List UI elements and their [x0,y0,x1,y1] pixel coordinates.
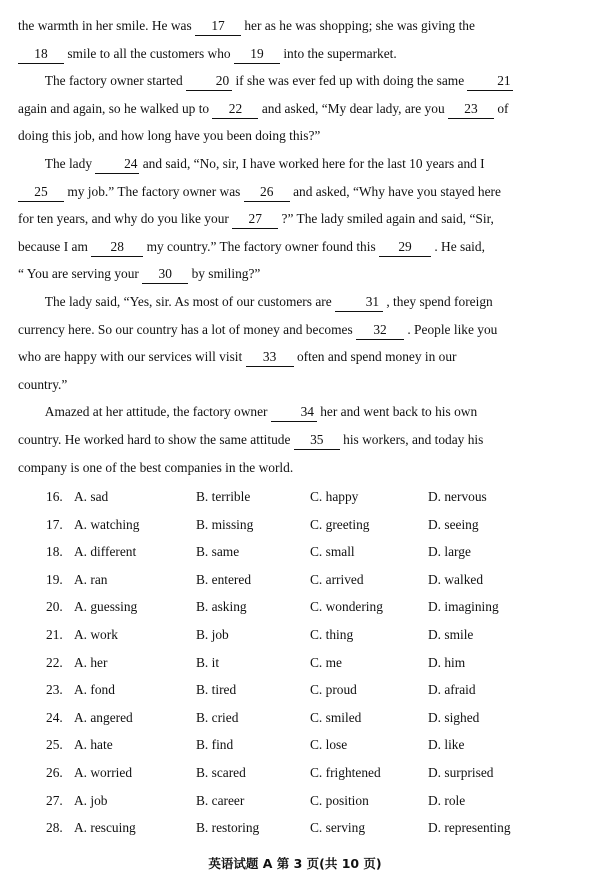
blank-34: 34 [271,403,317,422]
question-number: 22. [46,654,63,670]
question-number: 26. [46,765,63,781]
passage-text: The lady [44,155,96,171]
option-a: A. work [74,627,118,643]
option-a: A. fond [74,682,115,698]
passage-text: my job.” The factory owner was [64,183,244,199]
passage-line [18,288,572,316]
option-a: A. rescuing [74,820,136,836]
passage-text: for ten years, and why do you like your [18,211,233,227]
blank-21: 21 [467,72,513,91]
question-number: 23. [46,682,63,698]
passage-line [18,233,572,261]
passage-text: The lady said, “Yes, sir. As most of our customers are [44,293,336,309]
passage-line [18,178,572,206]
passage-text: , they spend foreign [383,293,493,309]
option-c: C. happy [310,489,359,505]
passage-text: company is one of the best companies in the world. [18,459,294,475]
passage-text: and asked, “Why have you stayed here [289,183,501,199]
passage-line [18,122,572,150]
passage-paragraph-1 [18,12,572,67]
blank-18: 18 [18,45,64,64]
passage-text: currency here. So our country has a lot of money and becomes [18,321,357,337]
option-d: D. smile [428,627,474,643]
option-row-18 [18,538,572,566]
passage-line [18,316,572,344]
passage-text: ?” The lady smiled again and said, “Sir, [278,211,494,227]
blank-20: 20 [186,72,232,91]
option-d: D. sighed [428,709,480,725]
passage-text: . People like you [404,321,498,337]
passage-text: and said, “No, sir, I have worked here for the last 10 years and I [139,155,485,171]
option-d: D. seeing [428,516,479,532]
passage-line [18,67,572,95]
option-a: A. angered [74,709,133,725]
option-row-23 [18,676,572,704]
passage-text: the warmth in her smile. He was [18,18,196,33]
passage-text: smile to all the customers who [64,45,234,61]
blank-28: 28 [91,238,143,257]
option-row-17 [18,511,572,539]
blank-32: 32 [356,321,404,340]
passage-line [18,12,572,40]
question-number: 16. [46,489,63,505]
blank-33: 33 [246,348,294,367]
option-row-28 [18,814,572,842]
option-b: B. it [196,654,220,670]
passage-line [18,454,572,482]
option-d: D. walked [428,571,484,587]
option-a: A. different [74,544,137,560]
passage-line [18,371,572,399]
question-number: 17. [46,516,63,532]
option-d: D. him [428,654,466,670]
option-b: B. career [196,792,245,808]
option-d: D. role [428,792,466,808]
passage-line [18,205,572,233]
option-b: B. restoring [196,820,260,836]
question-number: 20. [46,599,63,615]
option-c: C. position [310,792,369,808]
option-row-26 [18,759,572,787]
question-number: 25. [46,737,63,753]
option-c: C. smiled [310,709,362,725]
passage-text: of [494,100,509,116]
passage-text: her and went back to his own [316,404,478,420]
option-d: D. representing [428,820,511,836]
option-a: A. her [74,654,108,670]
option-d: D. afraid [428,682,476,698]
passage-text: his workers, and today his [339,431,484,447]
passage-line [18,426,572,454]
passage-text: and asked, “My dear lady, are you [258,100,448,116]
blank-25: 25 [18,183,64,202]
option-c: C. thing [310,627,354,643]
option-c: C. serving [310,820,366,836]
blank-29: 29 [379,238,431,257]
option-a: A. guessing [74,599,138,615]
passage-paragraph-2 [18,67,572,150]
passage-text: who are happy with our services will visit [18,349,246,365]
option-c: C. greeting [310,516,370,532]
passage-text: often and spend money in our [293,349,457,365]
passage-text: The factory owner started [44,73,187,89]
passage-text: country.” [18,376,68,392]
passage-text: Amazed at her attitude, the factory owner [44,404,271,420]
option-c: C. small [310,544,355,560]
option-b: B. terrible [196,489,251,505]
passage-line [18,398,572,426]
blank-22: 22 [212,100,258,119]
passage-text: because I am [18,238,92,254]
passage-text: country. He worked hard to show the same attitude [18,431,294,447]
passage-line [18,95,572,123]
option-a: A. ran [74,571,108,587]
passage-line [18,260,572,288]
page-footer: 英语试题 A 第 3 页(共 10 页) [208,856,382,871]
option-row-22 [18,649,572,677]
passage-text: again and again, so he walked up to [18,100,213,116]
blank-17: 17 [195,17,241,36]
option-c: C. proud [310,682,357,698]
option-c: C. wondering [310,599,383,615]
option-row-27 [18,787,572,815]
question-number: 24. [46,709,63,725]
question-number: 21. [46,627,63,643]
option-c: C. arrived [310,571,364,587]
passage-text: my country.” The factory owner found this [143,238,380,254]
passage-paragraph-4 [18,288,572,398]
question-number: 27. [46,792,63,808]
option-b: B. scared [196,765,246,781]
option-row-20 [18,593,572,621]
passage-line [18,40,572,68]
option-b: B. tired [196,682,237,698]
option-row-19 [18,566,572,594]
option-b: B. same [196,544,240,560]
passage-text: . He said, [431,238,485,254]
option-row-25 [18,731,572,759]
question-number: 19. [46,571,63,587]
option-d: D. surprised [428,765,494,781]
option-b: B. entered [196,571,252,587]
passage-text: by smiling?” [188,266,261,282]
passage-text: “ You are serving your [18,266,143,282]
option-row-16 [18,483,572,511]
passage-paragraph-5 [18,398,572,481]
option-b: B. find [196,737,234,753]
blank-30: 30 [142,265,188,284]
option-b: B. missing [196,516,254,532]
option-row-21 [18,621,572,649]
blank-19: 19 [234,45,280,64]
option-b: B. cried [196,709,239,725]
question-number: 18. [46,544,63,560]
question-number: 28. [46,820,63,836]
blank-24: 24 [95,155,139,174]
blank-26: 26 [244,183,290,202]
option-a: A. hate [74,737,113,753]
option-d: D. like [428,737,465,753]
option-d: D. large [428,544,471,560]
option-b: B. job [196,627,229,643]
option-a: A. watching [74,516,140,532]
passage-text: her as he was shopping; she was giving the [241,18,475,33]
option-a: A. worried [74,765,133,781]
option-a: A. job [74,792,108,808]
option-b: B. asking [196,599,247,615]
option-c: C. lose [310,737,348,753]
option-c: C. frightened [310,765,381,781]
passage-text: doing this job, and how long have you been doing this?” [18,128,321,144]
passage-text: if she was ever fed up with doing the same [232,73,468,89]
option-c: C. me [310,654,342,670]
blank-31: 31 [335,293,383,312]
option-row-24 [18,704,572,732]
option-d: D. nervous [428,489,487,505]
option-a: A. sad [74,489,109,505]
passage-paragraph-3 [18,150,572,288]
blank-23: 23 [448,100,494,119]
answer-options [18,483,572,842]
blank-35: 35 [294,431,340,450]
passage-line [18,150,572,178]
blank-27: 27 [232,210,278,229]
passage-line [18,343,572,371]
passage-text: into the supermarket. [279,45,397,61]
option-d: D. imagining [428,599,499,615]
